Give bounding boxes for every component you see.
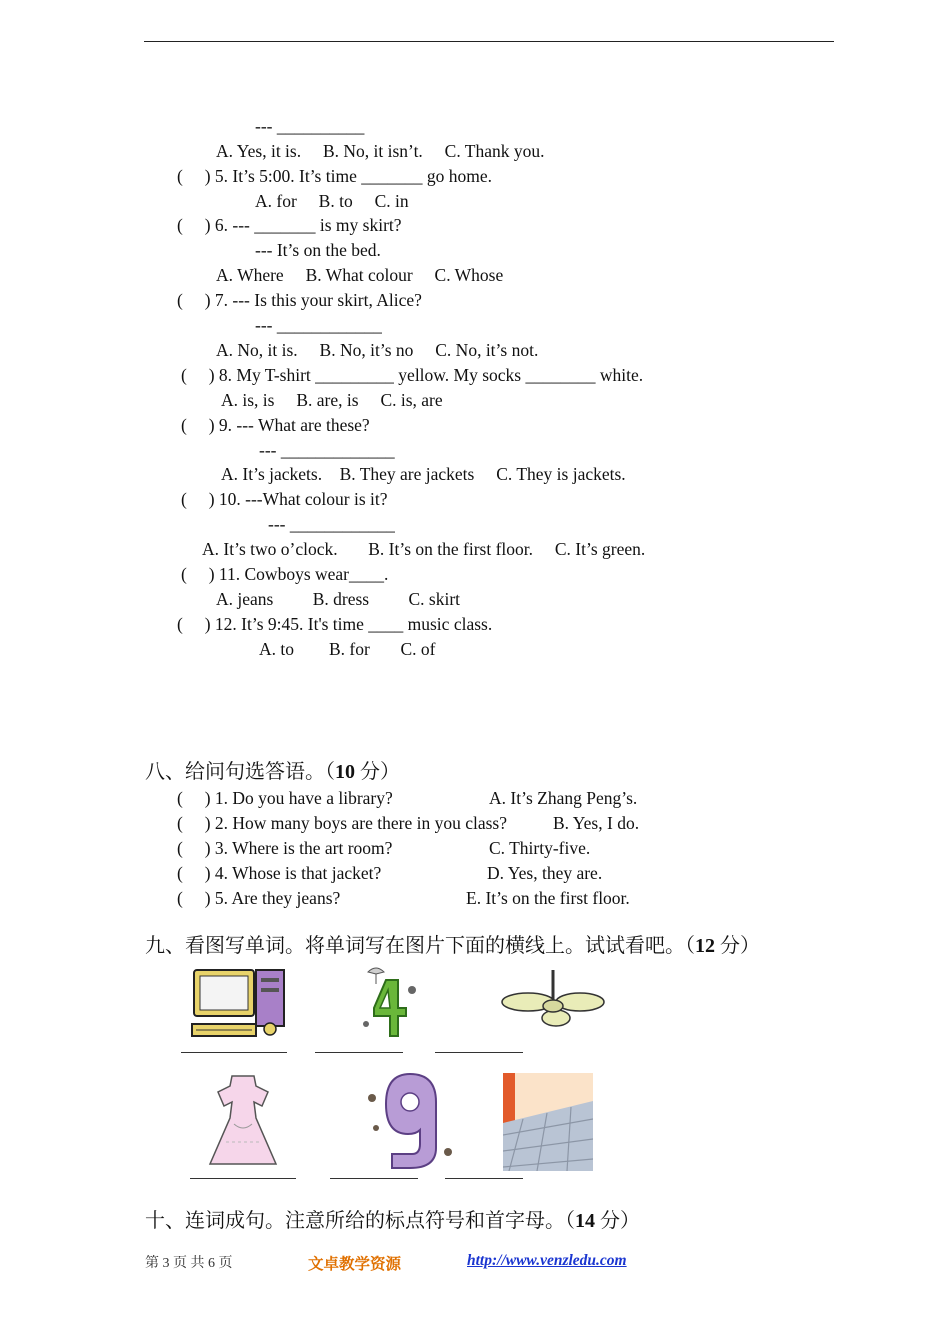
footer-link[interactable]: http://www.venzledu.com xyxy=(467,1252,627,1269)
section-8-answer-b: B. Yes, I do. xyxy=(553,813,640,833)
section-9-heading: 九、看图写单词。将单词写在图片下面的横线上。试试看吧。（12 分） xyxy=(145,935,760,957)
q12-options: A. to B. for C. of xyxy=(259,639,436,659)
q7-answer-line: --- ____________ xyxy=(255,315,382,335)
q5-stem: ( ) 5. It’s 5:00. It’s time _______ go home. xyxy=(177,166,492,186)
q8-options: A. is, is B. are, is C. is, are xyxy=(221,390,443,410)
page-number: 第 3 页 共 6 页 xyxy=(145,1256,233,1271)
q8-stem: ( ) 8. My T-shirt _________ yellow. My socks ________ white. xyxy=(181,365,644,385)
q9-options: A. It’s jackets. B. They are jackets C. They is jackets. xyxy=(221,464,626,484)
answer-blank-4 xyxy=(190,1178,296,1179)
section-9-points: 12 xyxy=(695,935,715,957)
ceiling-fan-picture xyxy=(500,968,606,1034)
q11-stem: ( ) 11. Cowboys wear____. xyxy=(181,564,389,584)
section-8-answer-e: E. It’s on the first floor. xyxy=(466,888,630,908)
section-10-heading: 十、连词成句。注意所给的标点符号和首字母。（14 分） xyxy=(145,1210,640,1232)
q6-stem: ( ) 6. --- _______ is my skirt? xyxy=(177,215,402,235)
header-rule xyxy=(144,41,834,42)
q10-options: A. It’s two o’clock. B. It’s on the first floor. C. It’s green. xyxy=(202,539,646,559)
number-four-picture xyxy=(358,962,428,1042)
section-10-points: 14 xyxy=(575,1210,595,1232)
q10-answer-line: --- ____________ xyxy=(268,514,395,534)
section-8-question-1: ( ) 1. Do you have a library? xyxy=(177,788,393,808)
section-8-answer-c: C. Thirty-five. xyxy=(489,838,591,858)
q5-options: A. for B. to C. in xyxy=(255,191,409,211)
q9-stem: ( ) 9. --- What are these? xyxy=(181,415,370,435)
answer-blank-1 xyxy=(181,1052,287,1053)
number-nine-picture xyxy=(360,1068,460,1174)
section-8-heading: 八、给问句选答语。（10 分） xyxy=(145,761,400,783)
section-8-question-4: ( ) 4. Whose is that jacket? xyxy=(177,863,382,883)
q7-stem: ( ) 7. --- Is this your skirt, Alice? xyxy=(177,290,422,310)
section-8-question-2: ( ) 2. How many boys are there in you class? xyxy=(177,813,507,833)
section-8-question-5: ( ) 5. Are they jeans? xyxy=(177,888,341,908)
section-8-answer-d: D. Yes, they are. xyxy=(487,863,603,883)
q6-options: A. Where B. What colour C. Whose xyxy=(216,265,504,285)
q11-options: A. jeans B. dress C. skirt xyxy=(216,589,461,609)
q12-stem: ( ) 12. It’s 9:45. It's time ____ music class. xyxy=(177,614,493,634)
footer-brand: 文卓教学资源 xyxy=(308,1256,402,1273)
answer-blank-2 xyxy=(315,1052,403,1053)
q4-options: A. Yes, it is. B. No, it isn’t. C. Thank you. xyxy=(216,141,545,161)
answer-blank-5 xyxy=(330,1178,418,1179)
section-8-answer-a: A. It’s Zhang Peng’s. xyxy=(489,788,638,808)
dress-picture xyxy=(206,1072,280,1172)
q7-options: A. No, it is. B. No, it’s no C. No, it’s not. xyxy=(216,340,539,360)
section-8-question-3: ( ) 3. Where is the art room? xyxy=(177,838,393,858)
answer-blank-3 xyxy=(435,1052,523,1053)
q6-reply: --- It’s on the bed. xyxy=(255,240,381,260)
q9-answer-line: --- _____________ xyxy=(259,440,395,460)
q10-stem: ( ) 10. ---What colour is it? xyxy=(181,489,388,509)
section-8-points: 10 xyxy=(335,761,355,783)
floor-picture xyxy=(503,1073,593,1171)
answer-blank-6 xyxy=(445,1178,523,1179)
computer-picture xyxy=(190,966,290,1042)
q4-answer-line: --- __________ xyxy=(255,116,365,136)
